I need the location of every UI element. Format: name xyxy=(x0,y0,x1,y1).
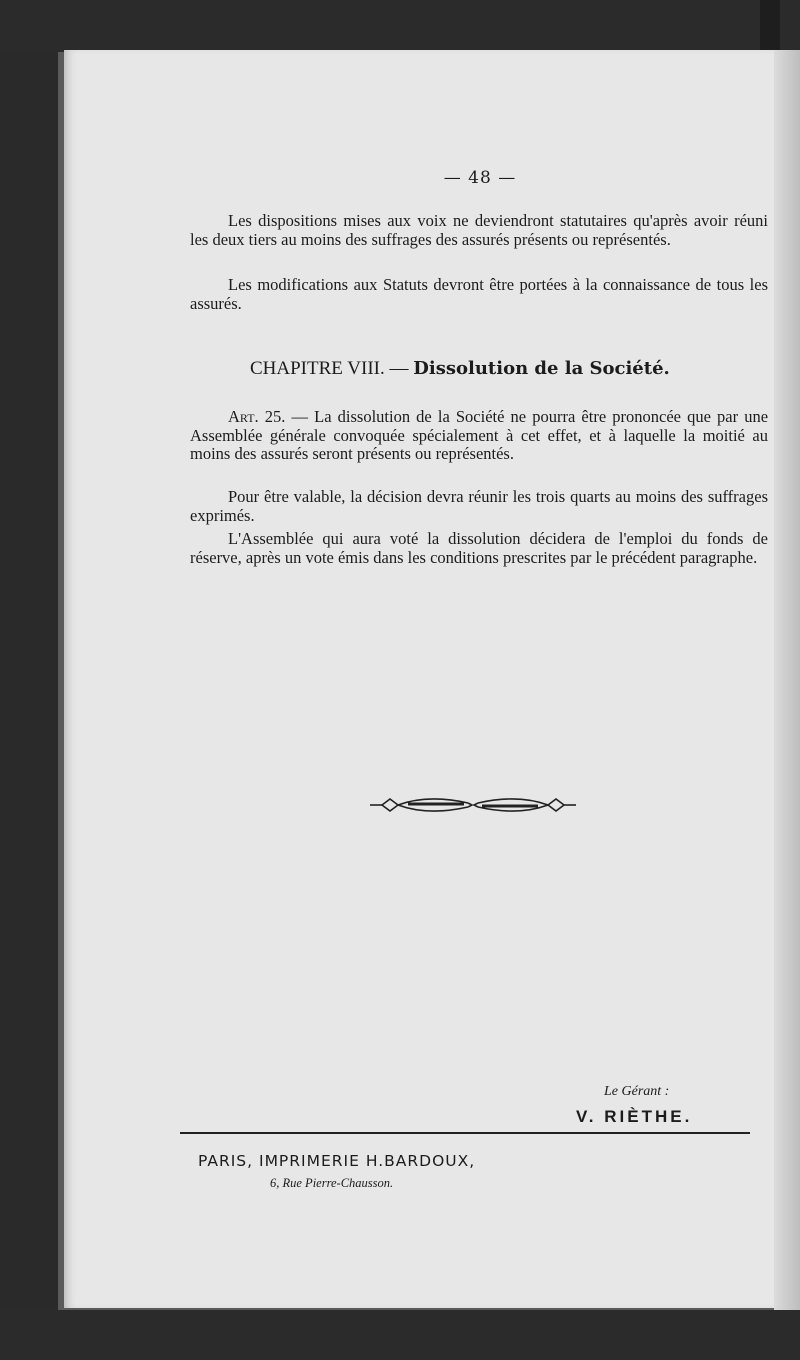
page-edge xyxy=(774,50,800,1350)
printer-address: 6, Rue Pierre-Chausson. xyxy=(270,1176,394,1190)
paragraph-validity: Pour être valable, la décision devra réunir les trois quarts au moins des suffrages exprimés. xyxy=(190,487,768,525)
manager-name: V. RIÈTHE. xyxy=(576,1107,693,1126)
scan-top-border xyxy=(0,0,800,50)
paragraph-statutory-provisions: Les dispositions mises aux voix ne deviendront statutaires qu'après avoir réuni les deux tiers au moins des suffrages des assurés présents ou représentés. xyxy=(190,211,768,249)
article-25 xyxy=(190,408,768,464)
chapter-title: Dissolution de la Société. xyxy=(413,358,670,379)
article-text: — La dissolution de la Société ne pourra être prononcée que par une Assemblée générale convoquée spécialement à cet effet, et à laquelle la moitié au moins des assurés seront présents ou représentés. xyxy=(190,407,769,463)
printer-imprint: PARIS, IMPRIMERIE H.BARDOUX, xyxy=(198,1152,476,1170)
paragraph-reserve-fund: L'Assemblée qui aura voté la dissolution décidera de l'emploi du fonds de réserve, après un vote émis dans les conditions prescrites par le précédent paragraphe. xyxy=(190,529,768,567)
page-number: — 48 — xyxy=(443,168,517,188)
manager-label: Le Gérant : xyxy=(604,1084,670,1099)
imprint-rule xyxy=(180,1132,750,1134)
scan-bottom-border xyxy=(0,1310,800,1360)
chapter-heading xyxy=(250,358,770,380)
chapter-number: CHAPITRE VIII. — xyxy=(250,358,409,379)
ornament-divider-icon xyxy=(368,790,578,820)
article-label: Art. 25. xyxy=(228,407,286,426)
paragraph-modifications: Les modifications aux Statuts devront être portées à la connaissance de tous les assurés. xyxy=(190,275,768,313)
